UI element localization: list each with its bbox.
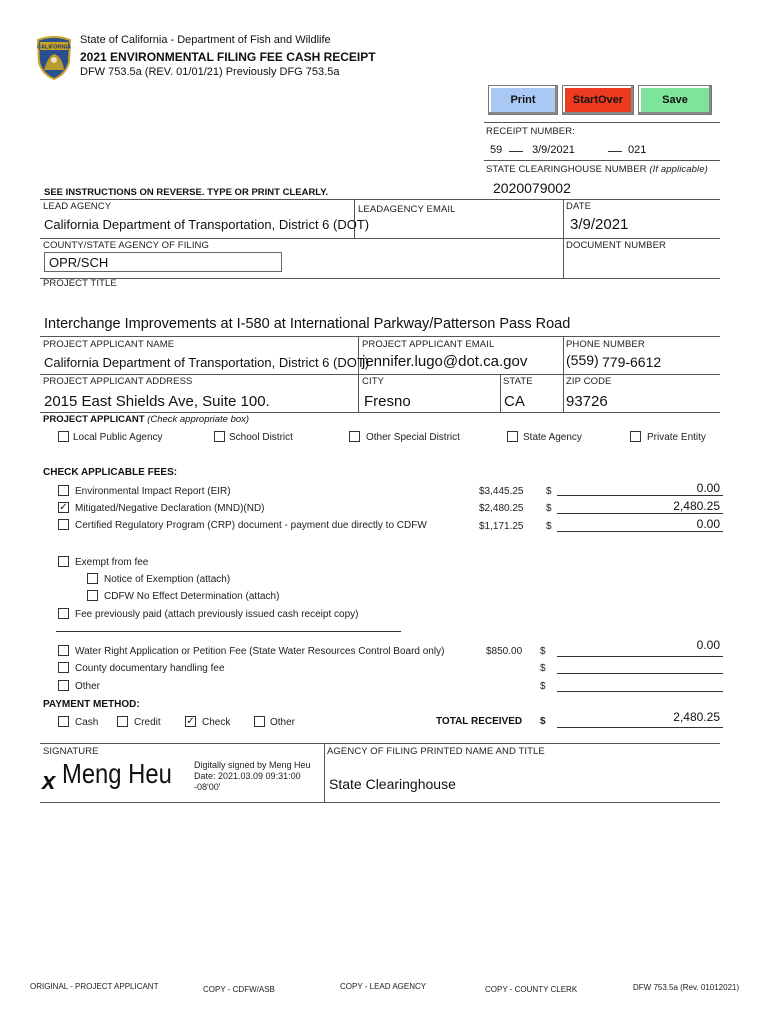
- applicant-type-note: (Check appropriate box): [147, 414, 250, 425]
- agency-printed-name-value[interactable]: State Clearinghouse: [329, 776, 456, 792]
- digital-signature-line3: -08'00': [194, 782, 221, 792]
- phone-label: PHONE NUMBER: [566, 339, 645, 350]
- other-payment-label: Other: [270, 717, 296, 728]
- applicant-type-label: PROJECT APPLICANT: [43, 414, 145, 425]
- digital-signature-line1: Digitally signed by Meng Heu: [194, 760, 311, 770]
- noe-checkbox[interactable]: [87, 573, 98, 584]
- save-button[interactable]: Save: [638, 85, 712, 115]
- county-handling-checkbox[interactable]: [58, 662, 69, 673]
- footer-copy-cdfw: COPY - CDFW/ASB: [203, 985, 275, 994]
- eir-dollar: $: [546, 486, 552, 497]
- county-handling-label: County documentary handling fee: [75, 663, 225, 674]
- prev-paid-checkbox[interactable]: [58, 608, 69, 619]
- school-district-label: School District: [229, 432, 293, 443]
- check-label: Check: [202, 717, 231, 728]
- total-received-label: TOTAL RECEIVED: [436, 716, 523, 727]
- water-right-dollar: $: [540, 646, 546, 657]
- state-value[interactable]: CA: [504, 393, 525, 410]
- check-checkbox[interactable]: ✓: [186, 716, 195, 727]
- department-seal: [36, 36, 72, 80]
- project-title-label: PROJECT TITLE: [43, 278, 117, 289]
- applicant-name-value[interactable]: California Department of Transportation, District 6 (DOT): [44, 355, 370, 370]
- phone-area-code[interactable]: (559): [566, 352, 599, 368]
- total-amount[interactable]: 2,480.25: [673, 710, 720, 724]
- county-label: COUNTY/STATE AGENCY OF FILING: [43, 240, 210, 251]
- total-dollar: $: [540, 716, 546, 727]
- date-value[interactable]: 3/9/2021: [570, 216, 629, 233]
- state-label: STATE: [503, 376, 533, 387]
- other-payment-checkbox[interactable]: [254, 716, 265, 727]
- city-value[interactable]: Fresno: [364, 393, 411, 410]
- applicant-name-label: PROJECT APPLICANT NAME: [43, 339, 175, 350]
- crp-checkbox[interactable]: [58, 519, 69, 530]
- address-label: PROJECT APPLICANT ADDRESS: [43, 376, 193, 387]
- phone-number[interactable]: 779-6612: [602, 354, 662, 370]
- eir-amount[interactable]: 0.00: [696, 481, 720, 495]
- address-value[interactable]: 2015 East Shields Ave, Suite 100.: [44, 393, 270, 410]
- document-number-label: DOCUMENT NUMBER: [566, 240, 667, 251]
- agency-printed-name-label: AGENCY OF FILING PRINTED NAME AND TITLE: [327, 746, 545, 757]
- footer-original: ORIGINAL - PROJECT APPLICANT: [30, 982, 159, 991]
- noe-label: Notice of Exemption (attach): [104, 574, 231, 585]
- print-button[interactable]: Print: [488, 85, 558, 115]
- applicant-email-value[interactable]: jennifer.lugo@dot.ca.gov: [362, 353, 528, 370]
- eir-checkbox[interactable]: [58, 485, 69, 496]
- receipt-number-part2[interactable]: 3/9/2021: [532, 144, 575, 156]
- other-fee-dollar: $: [540, 681, 546, 692]
- crp-label: Certified Regulatory Program (CRP) document - payment due directly to CDFW: [75, 520, 427, 531]
- crp-amount[interactable]: 0.00: [696, 517, 720, 531]
- receipt-number-label: RECEIPT NUMBER:: [486, 126, 575, 137]
- credit-checkbox[interactable]: [117, 716, 128, 727]
- clearinghouse-note: (If applicable): [649, 164, 708, 175]
- signature-name[interactable]: Meng Heu: [62, 758, 172, 789]
- clearinghouse-label: [486, 164, 708, 175]
- eir-label: Environmental Impact Report (EIR): [75, 486, 231, 497]
- mnd-label: Mitigated/Negative Declaration (MND)(ND): [75, 503, 265, 514]
- private-entity-checkbox[interactable]: [630, 431, 641, 442]
- cdfw-ned-label: CDFW No Effect Determination (attach): [104, 591, 280, 602]
- local-public-agency-label: Local Public Agency: [73, 432, 163, 443]
- prev-paid-label: Fee previously paid (attach previously issued cash receipt copy): [75, 609, 359, 620]
- applicant-type-heading: [43, 414, 249, 425]
- other-special-district-label: Other Special District: [366, 432, 460, 443]
- credit-label: Credit: [134, 717, 161, 728]
- project-title-value[interactable]: Interchange Improvements at I-580 at International Parkway/Patterson Pass Road: [44, 316, 571, 332]
- state-agency-label: State Agency: [523, 432, 582, 443]
- lead-agency-label: LEAD AGENCY: [43, 201, 112, 212]
- mnd-rate: $2,480.25: [479, 503, 524, 514]
- water-right-rate: $850.00: [486, 646, 523, 657]
- crp-dollar: $: [546, 521, 552, 532]
- eir-rate: $3,445.25: [479, 486, 524, 497]
- exempt-label: Exempt from fee: [75, 557, 149, 568]
- digital-signature-info: [194, 760, 311, 793]
- cdfw-ned-checkbox[interactable]: [87, 590, 98, 601]
- form-title: 2021 ENVIRONMENTAL FILING FEE CASH RECEIPT: [80, 50, 376, 64]
- clearinghouse-number[interactable]: 2020079002: [493, 180, 571, 196]
- start-over-button[interactable]: StartOver: [562, 85, 634, 115]
- cash-label: Cash: [75, 717, 99, 728]
- receipt-number-part1[interactable]: 59: [490, 144, 503, 156]
- instructions: SEE INSTRUCTIONS ON REVERSE. TYPE OR PRINT CLEARLY.: [44, 187, 329, 198]
- other-fee-label: Other: [75, 681, 101, 692]
- school-district-checkbox[interactable]: [214, 431, 225, 442]
- digital-signature-line2: Date: 2021.03.09 09:31:00: [194, 771, 301, 781]
- mnd-checkbox[interactable]: ✓: [59, 502, 68, 513]
- mnd-dollar: $: [546, 503, 552, 514]
- footer-copy-county: COPY - COUNTY CLERK: [485, 985, 578, 994]
- other-fee-checkbox[interactable]: [58, 680, 69, 691]
- mnd-amount[interactable]: 2,480.25: [673, 499, 720, 513]
- state-agency-checkbox[interactable]: [507, 431, 518, 442]
- water-right-checkbox[interactable]: [58, 645, 69, 656]
- lead-agency-value[interactable]: California Department of Transportation, District 6 (DOT): [44, 217, 370, 232]
- receipt-number-part3[interactable]: 021: [628, 144, 647, 156]
- private-entity-label: Private Entity: [647, 432, 706, 443]
- county-handling-dollar: $: [540, 663, 546, 674]
- footer-rev: DFW 753.5a (Rev. 01012021): [633, 983, 740, 992]
- other-special-district-checkbox[interactable]: [349, 431, 360, 442]
- county-value: OPR/SCH: [49, 255, 109, 270]
- footer-copy-lead: COPY - LEAD AGENCY: [340, 982, 427, 991]
- zip-value[interactable]: 93726: [566, 393, 608, 410]
- clearinghouse-label-text: STATE CLEARINGHOUSE NUMBER: [486, 164, 647, 175]
- form-reference: DFW 753.5a (REV. 01/01/21) Previously DFG 753.5a: [80, 66, 340, 78]
- county-input[interactable]: [44, 252, 282, 272]
- crp-rate: $1,171.25: [479, 521, 524, 532]
- lead-agency-email-label: LEADAGENCY EMAIL: [358, 204, 456, 215]
- water-right-label: Water Right Application or Petition Fee (State Water Resources Control Board only): [75, 646, 445, 657]
- signature-x-mark: x: [42, 768, 56, 795]
- payment-method-label: PAYMENT METHOD:: [43, 699, 140, 710]
- cash-checkbox[interactable]: [58, 716, 69, 727]
- exempt-checkbox[interactable]: [58, 556, 69, 567]
- seal-text: CALIFORNIA: [37, 44, 71, 51]
- water-right-amount[interactable]: 0.00: [696, 638, 720, 652]
- local-public-agency-checkbox[interactable]: [58, 431, 69, 442]
- city-label: CITY: [362, 376, 385, 387]
- zip-label: ZIP CODE: [566, 376, 612, 387]
- applicant-email-label: PROJECT APPLICANT EMAIL: [362, 339, 495, 350]
- date-label: DATE: [566, 201, 592, 212]
- fees-heading: CHECK APPLICABLE FEES:: [43, 467, 178, 478]
- agency-name: State of California - Department of Fish and Wildlife: [80, 34, 331, 46]
- signature-label: SIGNATURE: [43, 746, 99, 757]
